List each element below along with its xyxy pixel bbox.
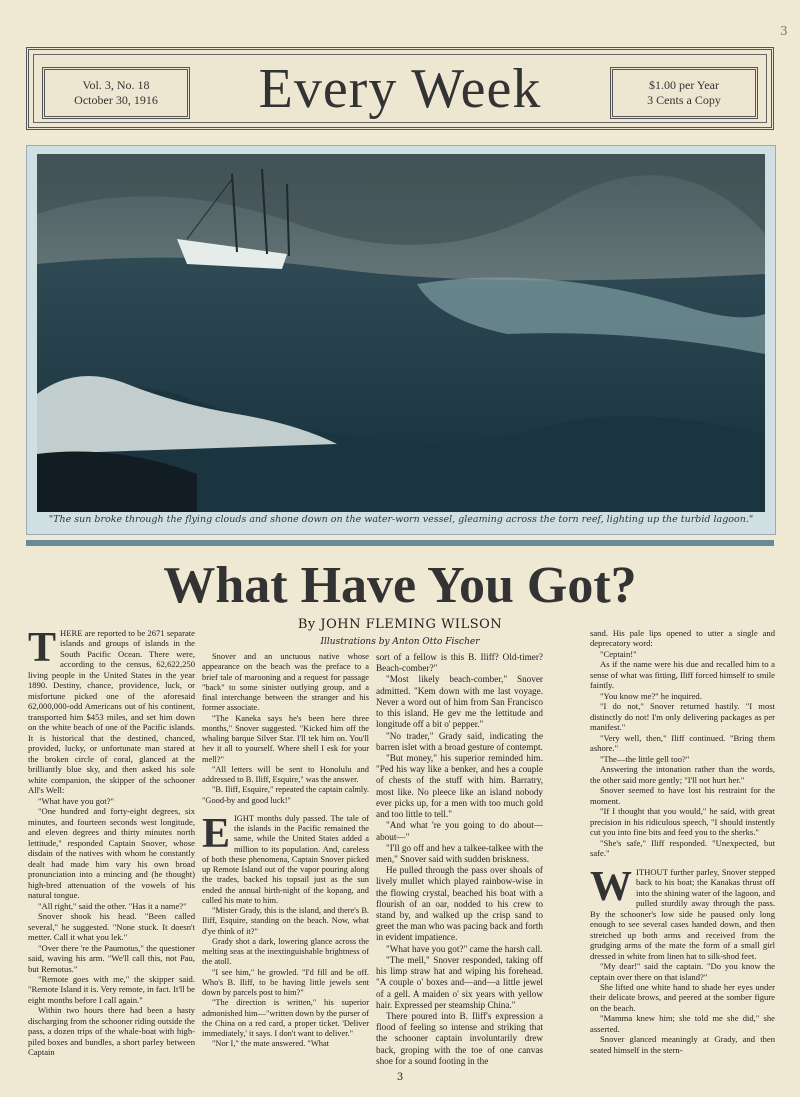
ship-storm-painting — [37, 154, 765, 512]
paragraph: "Remote goes with me," the skipper said. "Remote Island it is. Very remote, in fact. It'll be eight months before I call again." — [28, 973, 195, 1005]
paragraph: ITHOUT further parley, Snover stepped back to his boat; the Kanakas thrust off into the shining water of the lagoon, and pulled sturdily away through the pass. By the schooner's low side he paused only long enough to see several cases handed down, and then stretched up both arms and received from the grudging arms of the mate the form of a small girl dressed in white from linen hat to silk-shod feet. — [590, 866, 775, 961]
paragraph: "All letters will be sent to Honolulu and addressed to B. Iliff, Esquire," was the answer. — [202, 764, 369, 784]
paragraph: "The mell," Snover responded, taking off his limp straw hat and wiping his forehead. "A couple o' boxes and—and—a little jewel of a gell. A maiden o' six years with yellow hair. Expressed per steamship China." — [376, 954, 543, 1010]
paragraph: "One hundred and forty-eight degrees, six minutes, and fourteen seconds west longitude, and eleven degrees and thirty minutes north lettitude," responded Captain Snover, whose disdain of the natives with whom he constantly dealt had made him vary his own broad pronunciation into a mincing and (he thought) high-bred attenuation of the vowels of his natural tongue. — [28, 806, 195, 901]
issue-box — [42, 67, 190, 119]
paragraph: "Over there 're the Paumotus," the questioner said, waving his arm. "We'll call this, not Pau, but Remotus." — [28, 942, 195, 974]
paragraph: "The Kaneka says he's been here three months," Snover suggested. "Kicked him off the whaling barque Silver Star. I'll tek him on. You'll hev it all to yourself. Where shell I esk for your mell?" — [202, 713, 369, 764]
paragraph: Snover shook his head. "Been called several," he suggested. "None stuck. It doesn't metter. Call it what you lek." — [28, 911, 195, 943]
paragraph: "I do not," Snover returned hastily. "I most distinctly do not! I'm only delivering packages as per manifest." — [590, 701, 775, 733]
article-byline: By JOHN FLEMING WILSON — [297, 617, 503, 632]
page-number: 3 — [396, 1072, 404, 1083]
top-page-number: 3 — [780, 24, 788, 38]
paragraph: Grady shot a dark, lowering glance across the melting seas at the inextinguishable brightness of the atoll. — [202, 936, 369, 967]
paragraph: "My dear!" said the captain. "Do you know the ceptain over there on that island?" — [590, 961, 775, 982]
paragraph: "If I thought that you would," he said, with great precision in his ridiculous speech, "I should instently cut you into fine bits and feed you to the sherks." — [590, 806, 775, 838]
paragraph: "What have you got?" came the harsh call. — [386, 943, 543, 954]
drop-cap: E — [202, 810, 231, 857]
section-rule — [26, 540, 774, 546]
column-3 — [376, 652, 543, 1067]
paragraph: "I see him," he growled. "I'd fill and be off. Who's B. Iliff, to be having little jewels sent down by parcels post to him?" — [202, 967, 369, 997]
paragraph: "Very well, then," Iliff continued. "Bring them ashore." — [590, 732, 775, 754]
article-headline: What Have You Got? — [163, 557, 637, 614]
column-4 — [590, 628, 775, 1055]
paragraph: "The—the little gell too?" — [600, 753, 690, 764]
paragraph: "She's safe," Iliff responded. "Unexpected, but safe." — [590, 837, 775, 859]
issue-date: October 30, 1916 — [74, 93, 158, 107]
column-1 — [28, 625, 195, 1058]
paragraph: Within two hours there had been a hasty discharging from the schooner riding outside the pass, a dozen trips of the whale-boat with high-piled boxes and bundles, a short parley between Captain — [28, 1005, 195, 1058]
subscription-price: $1.00 per Year — [649, 78, 719, 92]
paragraph: "B. Iliff, Esquire," repeated the captain calmly. "Good-by and good luck!" — [202, 785, 369, 805]
paragraph: Answering the intonation rather than the words, the other said more gently; "I'll not hurt her." — [590, 764, 775, 785]
hero-illustration — [26, 145, 776, 535]
drop-cap: T — [28, 625, 57, 671]
paragraph: "Nor I," the mate answered. "What — [212, 1039, 329, 1049]
issue-volume: Vol. 3, No. 18 — [82, 78, 150, 92]
price-box — [610, 67, 758, 119]
paragraph: "Most likely beach-comber," Snover admitted. "Kem down with me last voyage. Never a word out of him from San Francisco to this island. He gev me the lettitude and longitude off a bit o' pepper." — [376, 674, 543, 730]
paragraph: "But money," his superior reminded him. "Ped his way like a benker, and hes a couple of chests of the stuff with him. Barratry, most like. No pleece like an island nobody ever picks up, for a men with too much gold and too little to tell." — [376, 752, 543, 820]
paragraph: "What have you got?" — [38, 795, 114, 806]
paragraph: "Ceptain!" — [600, 648, 637, 659]
paragraph: As if the name were his due and recalled him to a sense of what was fitting, Iliff forced himself to smile faintly. — [590, 659, 775, 691]
paragraph: sort of a fellow is this B. Iliff? Old-timer? Beach-comber?" — [376, 652, 543, 674]
magazine-title: Every Week — [258, 58, 542, 120]
paragraph: Snover and an unctuous native whose appearance on the beach was the preface to a brief tale of marooning and a request for passage "back" to some sinister outlying group, and a final interchange between the stranger and his former associate. — [202, 652, 369, 713]
paragraph: "The direction is written," his superior admonished him—"written down by the purser of the China on a red card, a proper ticket. 'Deliver immediately,' it says. I don't want to deliver." — [202, 998, 369, 1038]
paragraph: Snover seemed to have lost his restraint for the moment. — [590, 785, 775, 806]
paragraph: "And what 're you going to do about—about—" — [376, 820, 543, 842]
column-2 — [202, 652, 369, 1050]
paragraph: "No trader," Grady said, indicating the barren islet with a broad gesture of contempt. — [376, 730, 543, 752]
paragraph: He pulled through the pass over shoals of lively mullet which played rainbow-wise in the flowing crystal, beached his boat with a flourish of an oar, nodded to his crew to stand by, and walked up the crisp sand to greet the man who was pacing back and forth in evident impatience. — [376, 865, 543, 943]
drop-cap: W — [590, 863, 632, 910]
paragraph: IGHT months duly passed. The tale of the islands in the Pacific remained the same, while the United States added a million to its population. And, careless of both these phenomena, Captain Snover picked up Remote Island out of the vapor pouring along the trades, backed his topsail just as the sun ended the annual birth-night of the kopang, and called his mate to him. — [202, 813, 369, 905]
paragraph: She lifted one white hand to shade her eyes under their delicate brows, and peered at the somber figure on the beach. — [590, 981, 775, 1013]
paragraph: sand. His pale lips opened to utter a single and deprecatory word: — [590, 628, 775, 649]
illustration-caption: "The sun broke through the flying clouds and shone down on the water-worn vessel, gleaming across the torn reef, lighting up the turbid lagoon." — [48, 514, 754, 525]
paragraph: "Mamma knew him; she told me she did," she asserted. — [590, 1013, 775, 1034]
paragraph: Snover glanced meaningly at Grady, and then seated himself in the stern- — [590, 1034, 775, 1055]
copy-price: 3 Cents a Copy — [647, 93, 721, 107]
illustrator-credit: Illustrations by Anton Otto Fischer — [320, 637, 480, 647]
paragraph: There poured into B. Iliff's expression a flood of feeling so intense and striking that the schooner captain involuntarily drew back, groping with the toe of one canvas shoe for a sound footing in the — [376, 1011, 543, 1066]
masthead-frame — [33, 54, 767, 123]
paragraph: "All right," said the other. "Has it a name?" — [38, 900, 187, 911]
paragraph: "Mister Grady, this is the island, and there's B. Iliff, Esquire, standing on the beach. Now, what d'ye think of it?" — [202, 906, 369, 936]
paragraph: "You know me?" he inquired. — [600, 690, 702, 701]
masthead — [26, 47, 774, 130]
paragraph: "I'll go off and hev a talkee-talkee with the men," Snover said with sudden briskness. — [376, 842, 543, 864]
paragraph: HERE are reported to be 2671 separate islands and groups of islands in the South Pacific Ocean. There were, according to the census, 62,622,250 living people in the United States in the year 1890. Destiny, chance, providence, luck, or misfortune picked one of the aforesaid 62,000,000-odd Americans out of his continent, transported him $453 miles, and set him down on the white beach of one of the Pacific islands. It is historical that the destined, chanced, provided, lucky, or unfortunate man stared at the broken circle of coral, glanced at the brilliantly blue sky, and then asked his sole white companion, the skipper of the schooner All's Well: — [28, 628, 195, 796]
